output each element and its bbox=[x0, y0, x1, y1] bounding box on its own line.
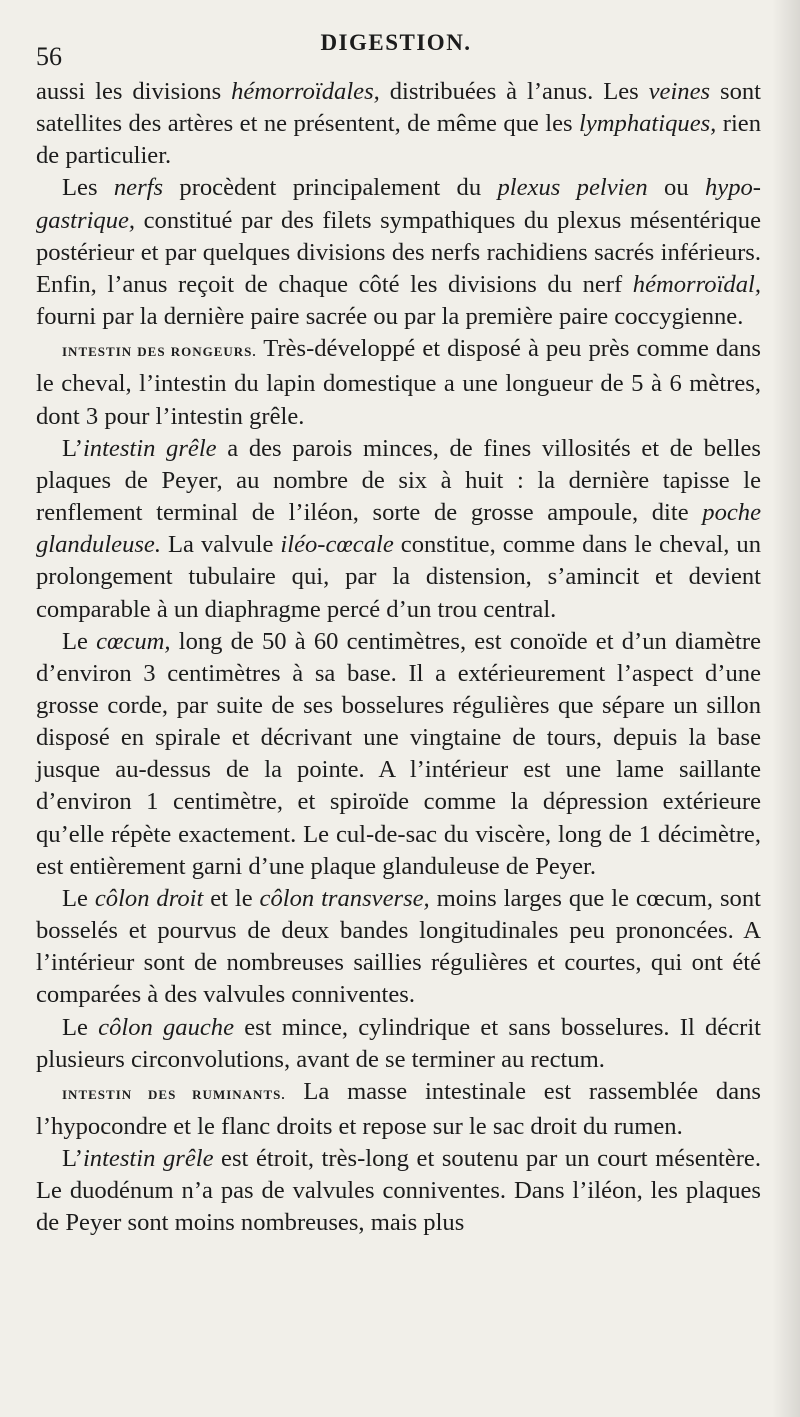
text-run: est mince, cylindrique et sans bosselures. Il décrit plusieurs circonvolutions, avant de se terminer au rectum. bbox=[36, 1013, 761, 1073]
italic-term: hémorroïdal, bbox=[632, 270, 761, 298]
paragraph-coecum bbox=[36, 626, 761, 883]
italic-term: iléo-cœcale bbox=[280, 531, 394, 559]
italic-term: intestin grêle bbox=[82, 434, 217, 462]
italic-term: côlon gauche bbox=[98, 1013, 235, 1041]
text-run: long de 50 à 60 centimètres, est conoïde et d’un diamètre d’environ 3 centimètres à sa base. Il a extérieurement l’aspect d’une grosse corde, par suite de ses bosselures régulières que sépare un sillon disposé en spirale et décrivant une vingtaine de tours, depuis la base jusque au-dessus de la pointe. A l’intérieur est une lame saillante d’environ 1 centimètre, et spiroïde comme la dépression extérieure qu’elle répète exactement. Le cul-de-sac du viscère, long de 1 décimètre, est entièrement garni d’une plaque glanduleuse de Peyer. bbox=[36, 627, 761, 880]
italic-term: nerfs bbox=[113, 174, 164, 202]
text-run: a des parois minces, de fines villosités et de belles plaques de Peyer, au nombre de six à huit : la dernière tapisse le renflement terminal de l’iléon, sorte de grosse ampoule, dite bbox=[36, 434, 761, 527]
italic-term: plexus pelvien bbox=[497, 174, 648, 202]
section-heading: INTESTIN DES RUMINANTS. bbox=[62, 1086, 286, 1102]
page-number: 56 bbox=[36, 42, 62, 71]
text-run: La valvule bbox=[161, 531, 281, 559]
paragraph-intestin-grele-ruminants bbox=[36, 1143, 761, 1239]
section-rongeurs bbox=[36, 333, 761, 432]
text-run: constitué par des filets sympathiques du plexus mésentérique postérieur et par quelques divisions des nerfs rachidiens sacrés inférieurs. Enfin, l’anus reçoit de chaque côté les divisions du nerf bbox=[36, 206, 761, 298]
text-run: fourni par la dernière paire sacrée ou par la première paire coccygienne. bbox=[36, 303, 744, 331]
text-run: aussi les divisions bbox=[36, 78, 232, 105]
text-run: constitue, comme dans le cheval, un prolongement tubulaire qui, par la distension, s’amincit et devient comparable à un diaphragme percé d’un trou central. bbox=[36, 531, 761, 623]
text-run: est étroit, très-long et soutenu par un court mésentère. Le duodénum n’a pas de valvules conniventes. Dans l’iléon, les plaques de Peyer sont moins nombreuses, mais plus bbox=[36, 1145, 761, 1237]
text-run: L’ bbox=[62, 434, 83, 462]
text-run: La masse intestinale est rassemblée dans l’hypocondre et le flanc droits et repose sur le sac droit du rumen. bbox=[36, 1077, 761, 1140]
text-run: L’ bbox=[62, 1145, 83, 1173]
page-header bbox=[36, 28, 756, 71]
italic-term: lymphatiques, bbox=[579, 110, 717, 138]
text-run: distribuées à l’anus. Les bbox=[379, 78, 649, 105]
italic-term: poche glanduleuse. bbox=[36, 499, 761, 559]
text-run: Le bbox=[62, 884, 95, 912]
text-run: Le bbox=[62, 627, 97, 655]
paragraph-colon-droit bbox=[36, 883, 761, 1012]
section-ruminants bbox=[36, 1076, 761, 1143]
italic-term: cœcum, bbox=[96, 627, 171, 655]
italic-term: intestin grêle bbox=[82, 1145, 214, 1173]
text-run: rien de particulier. bbox=[36, 110, 761, 170]
italic-term: hémorroïdales, bbox=[231, 78, 380, 105]
text-run: moins larges que le cœcum, sont bosselés et pourvus de deux bandes longitudinales peu prononcées. A l’intérieur sont de nombreuses saillies régulières et courtes, qui ont été comparées à des valvules conniventes. bbox=[36, 884, 761, 1009]
page-edge-shadow bbox=[772, 0, 800, 1417]
paragraph-vessels bbox=[36, 76, 761, 172]
text-run: Les bbox=[62, 174, 114, 202]
italic-term: veines bbox=[648, 78, 711, 105]
text-run: Le bbox=[62, 1013, 99, 1041]
body-text bbox=[36, 76, 761, 1240]
text-run: et le bbox=[203, 884, 260, 912]
text-run: procèdent principalement du bbox=[163, 174, 498, 202]
italic-term: côlon droit bbox=[94, 884, 204, 912]
italic-term: hypo-gastrique, bbox=[36, 174, 761, 234]
text-run: Très-développé et disposé à peu près comme dans le cheval, l’intestin du lapin domestique a une longueur de 5 à 6 mètres, dont 3 pour l’intestin grêle. bbox=[36, 335, 761, 430]
paragraph-nerves bbox=[36, 172, 761, 333]
text-run: ou bbox=[647, 174, 705, 202]
section-heading: INTESTIN DES RONGEURS. bbox=[62, 344, 257, 360]
italic-term: côlon transverse, bbox=[259, 884, 430, 912]
paragraph-intestin-grele-lapin bbox=[36, 433, 761, 626]
running-head: DIGESTION. bbox=[320, 30, 472, 55]
paragraph-colon-gauche bbox=[36, 1012, 761, 1076]
text-run: sont satellites des artères et ne présentent, de même que les bbox=[36, 78, 761, 138]
